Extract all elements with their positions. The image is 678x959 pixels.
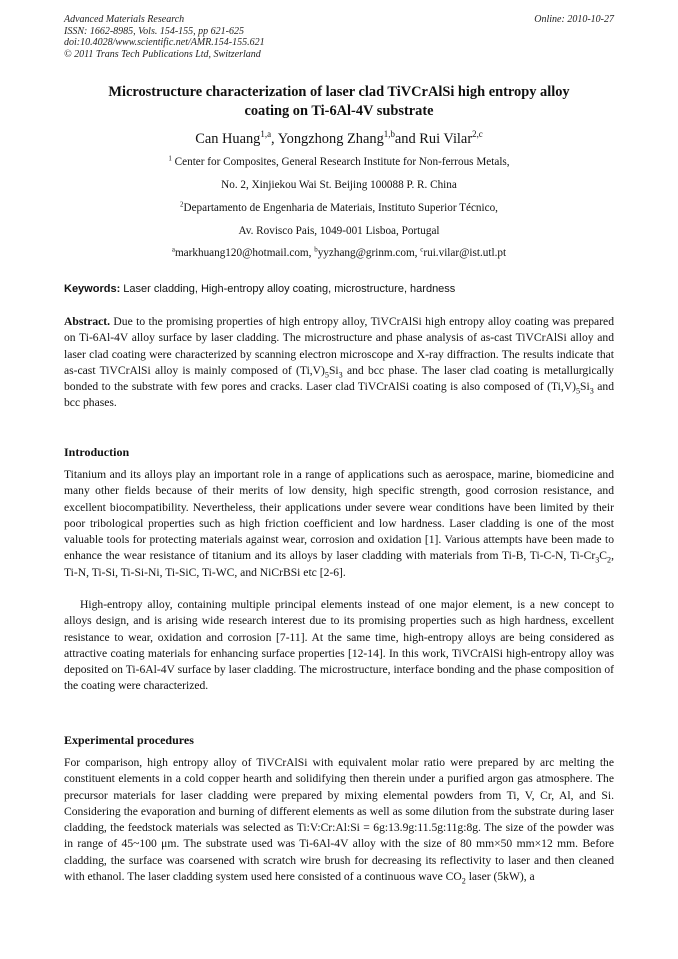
- intro-p1-sub-2: 2: [607, 555, 612, 565]
- abstract-sub-2: 3: [338, 370, 343, 380]
- email-1: markhuang120@hotmail.com,: [174, 247, 315, 259]
- paper-title: [60, 83, 618, 121]
- intro-p1-text-c: C: [599, 549, 608, 563]
- journal-name: Advanced Materials Research: [64, 14, 185, 25]
- author-3: and Rui Vilar: [394, 131, 473, 147]
- online-date: Online: 2010-10-27: [534, 14, 614, 25]
- intro-p1-sub-1: 3: [595, 555, 600, 565]
- introduction-paragraph-2: High-entropy alloy, containing multiple principal elements instead of one major element, is a new concept to alloys design, and is arising wide research interest due to its promising properties such as high hardness, excellent resistance to wear, oxidation and corrosion [7-11]. At the same time, high-entropy alloys are being considered as attractive coating materials for enhancing surface properties [12-14]. In this work, TiVCrAlSi high-entropy alloy was deposited on Ti-6Al-4V surface by laser cladding. The microstructure, interface bonding and the phase composition of the coating were characterized.: [64, 598, 614, 693]
- affiliation-1-line-2: No. 2, Xinjiekou Wai St. Beijing 100088 P. R. China: [221, 179, 457, 191]
- copyright-line: © 2011 Trans Tech Publications Ltd, Switzerland: [64, 48, 261, 60]
- abstract-text-1: Due to the promising properties of high entropy alloy, TiVCrAlSi high entropy alloy coating was prepared on Ti-6Al-4V alloy surface by laser cladding. The microstructure and phase analysis of as-cast TiVCrAlSi alloy and laser clad coating were characterized by scanning electron microscope and X-ray diffraction. The results indicate that as-cast TiVCrAlSi alloy is mainly composed of (Ti,V): [64, 315, 614, 377]
- introduction-heading: Introduction: [64, 445, 130, 459]
- author-list: [0, 131, 678, 148]
- abstract-sub-4: 3: [589, 386, 594, 396]
- affiliation-2-text: Departamento de Engenharia de Materiais, Instituto Superior Técnico,: [183, 202, 498, 214]
- affiliation-2-line-1: [0, 202, 678, 214]
- email-2: yyzhang@grinm.com,: [317, 247, 421, 259]
- abstract-paragraph: [64, 314, 614, 412]
- abstract-sub-3: 5: [575, 386, 581, 396]
- abstract-text-2b: Si: [580, 380, 590, 394]
- introduction-paragraph-1: [64, 467, 614, 581]
- author-2-affil: 1,b: [383, 129, 395, 140]
- email-3: rui.vilar@ist.utl.pt: [423, 247, 507, 259]
- title-line-2: coating on Ti-6Al-4V substrate: [244, 103, 434, 119]
- keywords-text: Laser cladding, High-entropy alloy coating, microstructure, hardness: [120, 283, 456, 295]
- abstract-text-1b: Si: [328, 363, 339, 377]
- keywords-label: Keywords:: [64, 283, 121, 295]
- issn-line: ISSN: 1662-8985, Vols. 154-155, pp 621-625: [64, 25, 244, 37]
- email-line: [0, 247, 678, 259]
- affiliation-1-line-1: [0, 156, 678, 168]
- experimental-heading: Experimental procedures: [64, 733, 194, 747]
- email-marker-b: b: [314, 245, 318, 254]
- exp-p1-text-b: laser (5kW), a: [465, 870, 535, 884]
- author-1-affil: 1,a: [260, 129, 272, 140]
- experimental-paragraph-1: [64, 755, 614, 885]
- abstract-label: Abstract.: [64, 315, 111, 328]
- author-3-affil: 2,c: [472, 129, 483, 140]
- abstract-sub-1: 5: [324, 370, 329, 380]
- affiliation-1-marker: 1: [168, 154, 172, 163]
- affiliation-1-text: Center for Composites, General Research Institute for Non-ferrous Metals,: [171, 156, 510, 168]
- abstract-text-3: and bcc phases.: [64, 380, 614, 410]
- title-line-1: Microstructure characterization of laser clad TiVCrAlSi high entropy alloy: [108, 84, 570, 100]
- affiliation-2-line-2: Av. Rovisco Pais, 1049-001 Lisboa, Portugal: [238, 225, 440, 237]
- exp-p1-sub: 2: [461, 876, 466, 886]
- keywords: [64, 283, 455, 295]
- doi-line: doi:10.4028/www.scientific.net/AMR.154-155.621: [64, 37, 265, 48]
- intro-p1-text-b: , Ti-N, Ti-Si, Ti-Si-Ni, Ti-SiC, Ti-WC, and NiCrBSi etc [2-6].: [64, 549, 614, 579]
- author-2: , Yongzhong Zhang: [271, 131, 384, 147]
- affiliation-2-marker: 2: [180, 200, 184, 209]
- email-marker-a: a: [171, 245, 175, 254]
- email-marker-c: c: [420, 245, 424, 254]
- exp-p1-text-a: For comparison, high entropy alloy of TiVCrAlSi with equivalent molar ratio were prepared by arc melting the constituent elements in a cold copper hearth and solidifying then therein under a purified argon gas atmosphere. The precursor materials for laser cladding were prepared by mixing elemental powders from Ti, V, Cr, Al, and Si. Considering the evaporation and burning of different elements as well as some dilution from the substrate during laser cladding, the feedstock materials was selected as Ti:V:Cr:Al:Si = 6g:13.9g:11.5g:11g:8g. The size of the powder was in range of 45~100 μm. The substrate used was Ti-6Al-4V alloy with the size of 80 mm×50 mm×12 mm. Before cladding, the surface was coarsened with scratch wire brush for decreasing its reflectivity to laser and then cleaned with ethanol. The laser cladding system used here consisted of a continuous wave CO: [64, 756, 614, 884]
- intro-p1-text-a: Titanium and its alloys play an important role in a range of applications such as aerospace, marine, biomedicine and many other fields because of their merits of low density, high specific strength, good corrosion resistance, and excellent biocompatibility. Nevertheless, their applications under severe wear conditions have been limited by their poor tribological properties such as high friction coefficient and low hardness. Laser cladding is one of the most valuable tools for protecting materials against wear, corrosion and oxidation [1]. Various attempts have been made to enhance the wear resistance of titanium and its alloys by laser cladding with materials from Ti-B, Ti-C-N, Ti-Cr: [64, 468, 614, 563]
- journal-header: [64, 14, 265, 60]
- author-1: Can Huang: [195, 131, 261, 147]
- abstract-text-2: and bcc phase. The laser clad coating is metallurgically bonded to the substrate with few pores and cracks. Laser clad TiVCrAlSi coating is also composed of (Ti,V): [64, 363, 614, 394]
